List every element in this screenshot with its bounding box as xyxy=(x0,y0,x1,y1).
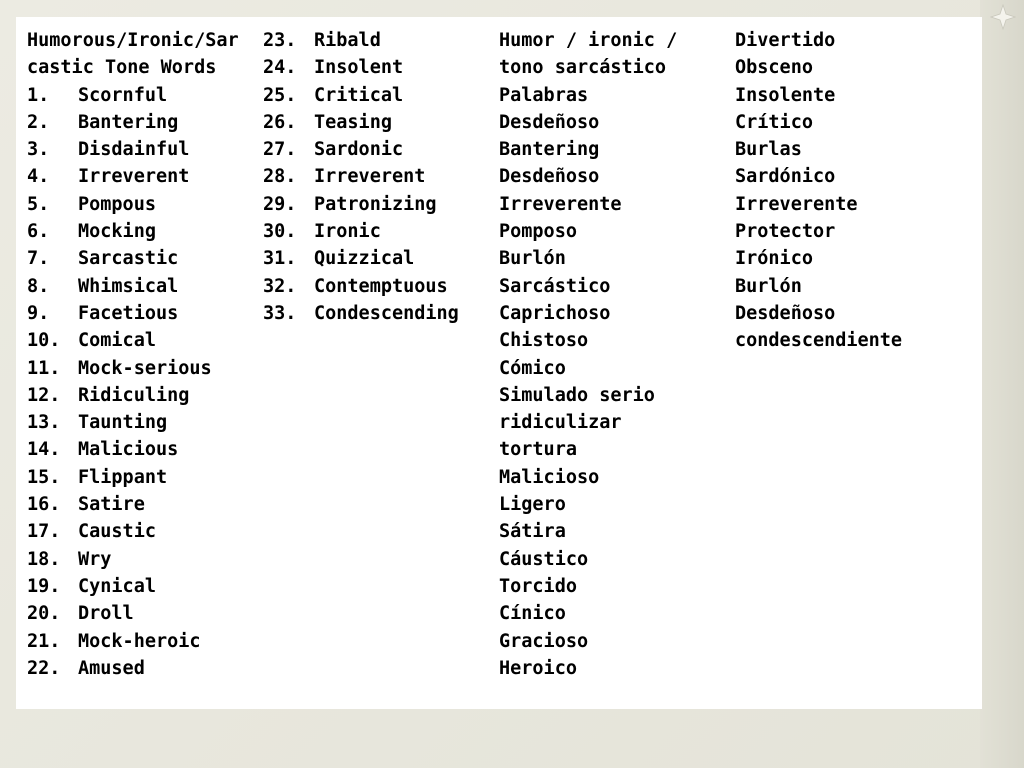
slide-edge-decoration xyxy=(980,0,1024,768)
translation-item: Palabras xyxy=(499,84,589,106)
item-number: 29. xyxy=(263,193,297,215)
list-item xyxy=(27,218,267,245)
english-column-1 xyxy=(27,27,267,682)
item-word: Condescending xyxy=(314,302,459,324)
item-word: Disdainful xyxy=(78,139,190,161)
translation-item: Irreverente xyxy=(499,193,622,215)
word-list-sheet xyxy=(16,17,982,709)
list-item xyxy=(263,218,493,245)
list-item xyxy=(27,82,267,109)
item-word: Facetious xyxy=(78,302,179,324)
translation-item: Humor / ironic / xyxy=(499,30,678,51)
item-number: 28. xyxy=(263,166,297,188)
item-word: Mock-serious xyxy=(78,357,212,379)
item-number: 25. xyxy=(263,84,297,106)
item-word: Ridiculing xyxy=(78,384,190,406)
item-word: Insolent xyxy=(314,57,404,79)
translation-item: Burlón xyxy=(735,275,802,297)
list-item xyxy=(27,600,267,627)
list-item xyxy=(27,355,267,382)
item-word: Cynical xyxy=(78,575,156,597)
item-word: Sardonic xyxy=(314,139,404,161)
translation-item: Sarcástico xyxy=(499,275,611,297)
list-item xyxy=(27,491,267,518)
list-item xyxy=(27,273,267,300)
translation-item: Protector xyxy=(735,221,836,243)
item-word: Ribald xyxy=(314,30,381,51)
translation-item: Ligero xyxy=(499,494,566,516)
star-icon xyxy=(990,4,1016,30)
translation-item: Cómico xyxy=(499,357,566,379)
translation-item: Chistoso xyxy=(499,330,589,352)
item-number: 18. xyxy=(27,548,61,570)
item-number: 26. xyxy=(263,111,297,133)
list-item xyxy=(263,82,493,109)
translation-item: Simulado serio xyxy=(499,384,655,406)
item-word: Teasing xyxy=(314,111,392,133)
translation-item: Desdeñoso xyxy=(735,302,836,324)
item-number: 7. xyxy=(27,248,50,270)
list-item xyxy=(27,464,267,491)
list-item xyxy=(263,163,493,190)
translation-item: Sátira xyxy=(499,521,566,543)
list-item xyxy=(263,191,493,218)
list-item xyxy=(27,628,267,655)
translation-item: Pomposo xyxy=(499,221,577,243)
list-item xyxy=(27,546,267,573)
item-word: Mock-heroic xyxy=(78,630,201,652)
translation-item: Irreverente xyxy=(735,193,858,215)
item-number: 15. xyxy=(27,466,61,488)
list-item xyxy=(27,573,267,600)
list-item xyxy=(263,273,493,300)
item-word: Taunting xyxy=(78,412,168,434)
item-number: 4. xyxy=(27,166,50,188)
item-number: 2. xyxy=(27,111,50,133)
translation-item: Irónico xyxy=(735,248,813,270)
item-number: 33. xyxy=(263,302,297,324)
translation-item: Desdeñoso xyxy=(499,111,600,133)
translation-item: Cínico xyxy=(499,603,566,625)
item-word: Bantering xyxy=(78,111,179,133)
translation-item: Insolente xyxy=(735,84,836,106)
item-number: 11. xyxy=(27,357,61,379)
item-word: Comical xyxy=(78,330,156,352)
list-item xyxy=(27,327,267,354)
item-word: Pompous xyxy=(78,193,156,215)
translation-item: condescendiente xyxy=(735,330,903,352)
item-number: 27. xyxy=(263,139,297,161)
translation-item: Bantering xyxy=(499,139,600,161)
item-number: 14. xyxy=(27,439,61,461)
translation-item: Obsceno xyxy=(735,57,813,79)
item-word: Amused xyxy=(78,657,145,679)
item-number: 32. xyxy=(263,275,297,297)
item-number: 5. xyxy=(27,193,50,215)
translation-item: Malicioso xyxy=(499,466,600,488)
list-item xyxy=(27,655,267,682)
list-item xyxy=(27,382,267,409)
item-word: Irreverent xyxy=(314,166,426,188)
item-word: Scornful xyxy=(78,84,168,106)
translation-item: Heroico xyxy=(499,657,577,679)
item-word: Patronizing xyxy=(314,193,437,215)
list-title-line: castic Tone Words xyxy=(27,57,217,79)
translation-item: tortura xyxy=(499,439,577,461)
item-word: Satire xyxy=(78,494,145,516)
translation-item: Burlón xyxy=(499,248,566,270)
item-number: 31. xyxy=(263,248,297,270)
list-item xyxy=(27,436,267,463)
item-number: 12. xyxy=(27,384,61,406)
item-word: Quizzical xyxy=(314,248,415,270)
item-number: 16. xyxy=(27,494,61,516)
spanish-column-2 xyxy=(735,27,975,355)
list-item xyxy=(27,409,267,436)
list-item xyxy=(263,109,493,136)
item-number: 9. xyxy=(27,302,50,324)
item-number: 10. xyxy=(27,330,61,352)
item-word: Sarcastic xyxy=(78,248,179,270)
list-item xyxy=(27,245,267,272)
translation-item: Torcido xyxy=(499,575,577,597)
item-word: Contemptuous xyxy=(314,275,448,297)
translation-item: Cáustico xyxy=(499,548,589,570)
translation-item: ridiculizar xyxy=(499,412,622,434)
list-item xyxy=(27,136,267,163)
item-number: 17. xyxy=(27,521,61,543)
list-item xyxy=(263,136,493,163)
item-word: Critical xyxy=(314,84,404,106)
translation-item: Gracioso xyxy=(499,630,589,652)
translation-item: tono sarcástico xyxy=(499,57,667,79)
item-word: Malicious xyxy=(78,439,179,461)
list-item xyxy=(263,54,493,81)
english-column-2 xyxy=(263,27,493,327)
item-number: 20. xyxy=(27,603,61,625)
item-number: 30. xyxy=(263,221,297,243)
list-item xyxy=(27,109,267,136)
item-word: Caustic xyxy=(78,521,156,543)
item-number: 19. xyxy=(27,575,61,597)
item-number: 6. xyxy=(27,221,50,243)
list-item xyxy=(27,518,267,545)
item-number: 3. xyxy=(27,139,50,161)
list-item xyxy=(27,191,267,218)
item-number: 21. xyxy=(27,630,61,652)
item-number: 22. xyxy=(27,657,61,679)
translation-item: Crítico xyxy=(735,111,813,133)
list-item xyxy=(263,300,493,327)
list-item xyxy=(263,27,493,54)
item-word: Ironic xyxy=(314,221,381,243)
item-word: Mocking xyxy=(78,221,156,243)
list-title-line: Humorous/Ironic/Sar xyxy=(27,30,239,51)
item-word: Irreverent xyxy=(78,166,190,188)
item-word: Whimsical xyxy=(78,275,179,297)
item-word: Wry xyxy=(78,548,112,570)
item-number: 8. xyxy=(27,275,50,297)
spanish-column-1 xyxy=(499,27,729,682)
item-word: Flippant xyxy=(78,466,168,488)
item-number: 24. xyxy=(263,57,297,79)
item-number: 13. xyxy=(27,412,61,434)
item-number: 1. xyxy=(27,84,50,106)
list-item xyxy=(263,245,493,272)
item-word: Droll xyxy=(78,603,134,625)
translation-item: Burlas xyxy=(735,139,802,161)
list-item xyxy=(27,163,267,190)
item-number: 23. xyxy=(263,30,297,51)
translation-item: Sardónico xyxy=(735,166,836,188)
list-item xyxy=(27,300,267,327)
translation-item: Divertido xyxy=(735,30,836,51)
translation-item: Caprichoso xyxy=(499,302,611,324)
translation-item: Desdeñoso xyxy=(499,166,600,188)
